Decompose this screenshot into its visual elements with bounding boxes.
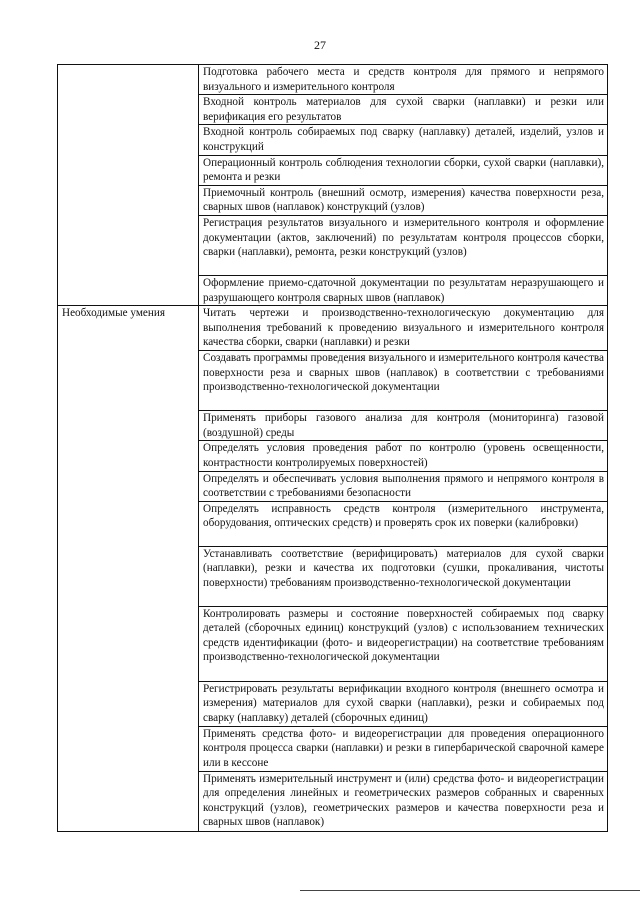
page-number: 27 [314,38,326,52]
table-cell: Регистрация результатов визуального и измерительного контроля и оформление документации (актов, заключений) по результатам контроля процессов сборки, сварки (наплавки), ремонта, резки конструкций (узлов) [199,215,608,275]
table-cell: Определять и обеспечивать условия выполнения прямого и непрямого контроля в соответствии с требованиями безопасности [199,471,608,501]
table-cell: Определять условия проведения работ по контролю (уровень освещенности, контрастности контролируемых поверхностей) [199,441,608,471]
table-cell: Применять средства фото- и видеорегистрации для проведения операционного контроля процесса сварки (наплавки) и резки в гипербарической сварочной камере или в кессоне [199,726,608,771]
table-cell: Подготовка рабочего места и средств контроля для прямого и непрямого визуального и измерительного контроля [199,65,608,95]
table-cell: Входной контроль собираемых под сварку (наплавку) деталей, изделий, узлов и конструкций [199,125,608,155]
table-cell: Применять приборы газового анализа для контроля (мониторинга) газовой (воздушной) среды [199,411,608,441]
table-cell: Приемочный контроль (внешний осмотр, измерения) качества поверхности реза, сварных швов (наплавок) конструкций (узлов) [199,185,608,215]
group-label: Необходимые умения [58,306,199,832]
table-cell: Читать чертежи и производственно-технологическую документацию для выполнения требований к проведению визуального и измерительного контроля качества сборки, сварки (наплавки) и резки [199,306,608,351]
table-cell: Операционный контроль соблюдения технологии сборки, сухой сварки (наплавки), ремонта и резки [199,155,608,185]
table-cell: Создавать программы проведения визуального и измерительного контроля качества поверхности реза и сварных швов (наплавок) в соответствии с требованиями производственно-технологической документации [199,351,608,411]
page-bottom-rule [300,890,640,891]
table-cell: Устанавливать соответствие (верифицировать) материалов для сухой сварки (наплавки), резки и качества их подготовки (сушки, прокаливания, чистоты поверхности) требованиям производственно-технологической документации [199,546,608,606]
table-cell: Определять исправность средств контроля (измерительного инструмента, оборудования, оптических средств) и проверять срок их поверки (калибровки) [199,501,608,546]
table-cell: Применять измерительный инструмент и (или) средства фото- и видеорегистрации для определения линейных и геометрических размеров собранных и сваренных конструкций (узлов), геометрических размеров и качества поверхности реза и сварных швов (наплавок) [199,771,608,831]
table-cell: Регистрировать результаты верификации входного контроля (внешнего осмотра и измерения) материалов для сухой сварки (наплавки), резки и собираемых под сварку (наплавку) деталей (сборочных единиц) [199,681,608,726]
table-cell: Контролировать размеры и состояние поверхностей собираемых под сварку деталей (сборочных единиц) конструкций (узлов) с использованием технических средств идентификации (фото- и видеорегистрации) на соответствие требованиям производственно-технологической документации [199,606,608,681]
table-row [58,306,608,351]
table-cell: Оформление приемо-сдаточной документации по результатам неразрушающего и разрушающего контроля сварных швов (наплавок) [199,275,608,305]
table-cell: Входной контроль материалов для сухой сварки (наплавки) и резки или верификация его результатов [199,95,608,125]
requirements-table [57,64,608,832]
table-row [58,65,608,95]
group-label [58,65,199,306]
